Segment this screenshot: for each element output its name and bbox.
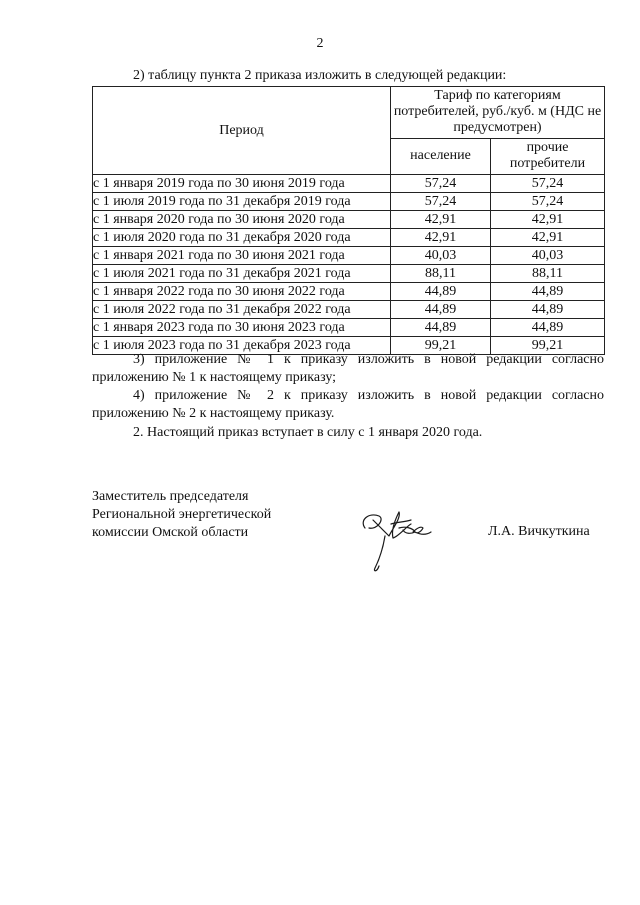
other-tariff-cell: 99,21 — [491, 337, 605, 355]
other-tariff-cell: 44,89 — [491, 301, 605, 319]
population-tariff-cell: 88,11 — [391, 265, 491, 283]
other-tariff-cell: 40,03 — [491, 247, 605, 265]
population-tariff-cell: 40,03 — [391, 247, 491, 265]
paragraph-3 — [92, 351, 604, 387]
signer-title — [92, 488, 271, 542]
period-cell: с 1 января 2019 года по 30 июня 2019 года — [93, 175, 391, 193]
table-row — [93, 211, 605, 229]
population-tariff-cell: 42,91 — [391, 229, 491, 247]
page-number: 2 — [316, 36, 324, 51]
population-tariff-cell: 44,89 — [391, 319, 491, 337]
population-tariff-cell: 99,21 — [391, 337, 491, 355]
other-tariff-cell: 57,24 — [491, 193, 605, 211]
population-tariff-cell: 57,24 — [391, 193, 491, 211]
table-row — [93, 229, 605, 247]
table-row — [93, 265, 605, 283]
table-row — [93, 247, 605, 265]
paragraph-3-text: 3) приложение № 1 к приказу изложить в новой редакции согласно приложению № 1 к настоящему приказу; — [92, 352, 604, 385]
signer-title-line-2: Региональной энергетической — [92, 507, 272, 522]
paragraph-4-text: 4) приложение № 2 к приказу изложить в новой редакции согласно приложению № 2 к настоящему приказу. — [92, 388, 604, 421]
intro-text: 2) таблицу пункта 2 приказа изложить в следующей редакции: — [133, 68, 507, 83]
other-tariff-cell: 57,24 — [491, 175, 605, 193]
other-tariff-cell: 44,89 — [491, 319, 605, 337]
period-cell: с 1 января 2022 года по 30 июня 2022 года — [93, 283, 391, 301]
handwritten-signature-icon — [355, 498, 445, 578]
signer-title-line-1: Заместитель председателя — [92, 489, 249, 504]
population-tariff-cell: 44,89 — [391, 283, 491, 301]
population-tariff-cell: 42,91 — [391, 211, 491, 229]
other-tariff-cell: 88,11 — [491, 265, 605, 283]
other-consumers-header: прочие потребители — [491, 138, 605, 174]
period-cell: с 1 июля 2022 года по 31 декабря 2022 года — [93, 301, 391, 319]
paragraph-5 — [92, 424, 604, 442]
population-tariff-cell: 44,89 — [391, 301, 491, 319]
period-cell: с 1 июля 2019 года по 31 декабря 2019 года — [93, 193, 391, 211]
period-cell: с 1 января 2020 года по 30 июня 2020 года — [93, 211, 391, 229]
table-row — [93, 175, 605, 193]
signer-title-line-3: комиссии Омской области — [92, 525, 249, 540]
table-row — [93, 193, 605, 211]
other-tariff-cell: 42,91 — [491, 211, 605, 229]
table-row — [93, 283, 605, 301]
period-cell: с 1 июля 2023 года по 31 декабря 2023 года — [93, 337, 391, 355]
signatory-name: Л.А. Вичкуткина — [488, 524, 590, 539]
period-header: Период — [93, 87, 391, 175]
paragraph-4 — [92, 387, 604, 423]
population-tariff-cell: 57,24 — [391, 175, 491, 193]
tariff-table — [92, 86, 605, 355]
table-row — [93, 301, 605, 319]
period-cell: с 1 июля 2020 года по 31 декабря 2020 года — [93, 229, 391, 247]
other-tariff-cell: 44,89 — [491, 283, 605, 301]
period-cell: с 1 января 2023 года по 30 июня 2023 года — [93, 319, 391, 337]
table-row — [93, 319, 605, 337]
tariff-header: Тариф по категориям потребителей, руб./куб. м (НДС не предусмотрен) — [391, 87, 605, 139]
other-tariff-cell: 42,91 — [491, 229, 605, 247]
tariff-table-body — [93, 175, 605, 355]
paragraph-5-text: 2. Настоящий приказ вступает в силу с 1 января 2020 года. — [133, 425, 483, 440]
period-cell: с 1 июля 2021 года по 31 декабря 2021 года — [93, 265, 391, 283]
period-cell: с 1 января 2021 года по 30 июня 2021 года — [93, 247, 391, 265]
population-header: население — [391, 138, 491, 174]
